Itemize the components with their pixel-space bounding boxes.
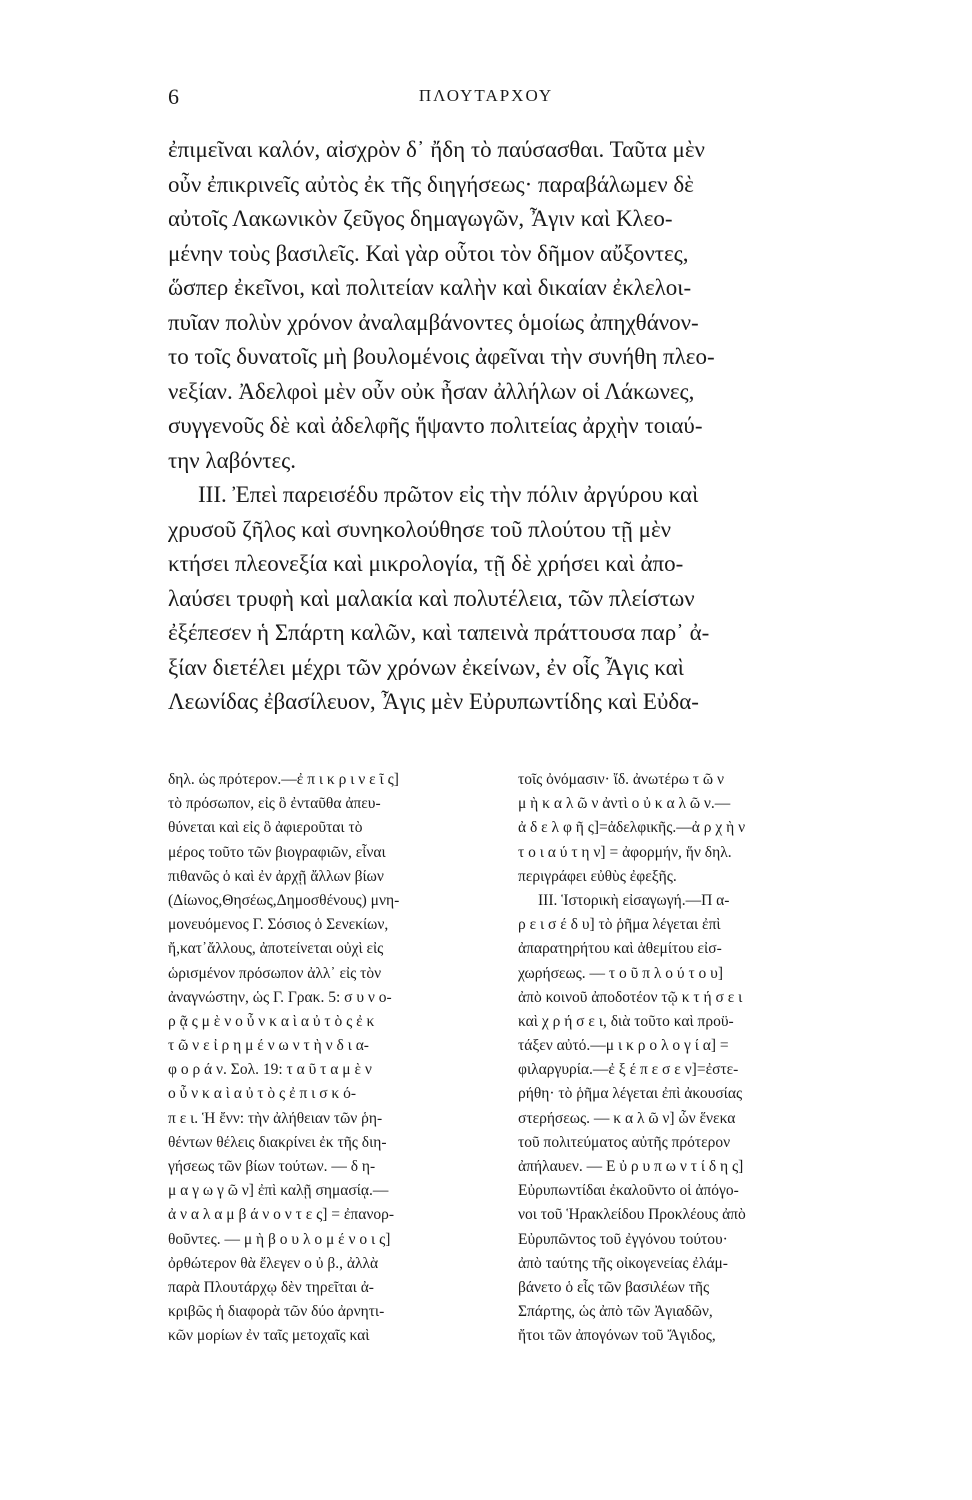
footnote-line: ρ ε ι σ έ δ υ] τὸ ῥῆμα λέγεται ἐπὶ xyxy=(518,916,721,934)
footnote-line: μ ὴ κ α λ ῶ ν ἀντὶ ο ὐ κ α λ ῶ ν.— xyxy=(518,795,731,813)
footnote-line: χωρήσεως. — τ ο ῦ π λ ο ύ τ ο υ] xyxy=(518,964,724,982)
footnote-line: φ ο ρ ά ν. Σολ. 19: τ α ῦ τ α μ ὲ ν xyxy=(168,1061,372,1079)
main-text-line: Λεωνίδας ἐβασίλευον, Ἆγις μὲν Εὐρυπωντίδης καὶ Εὐδα- xyxy=(168,689,699,714)
footnote-line: τ ο ι α ύ τ η ν] = ἀφορμήν, ἥν δηλ. xyxy=(518,843,732,861)
footnote-line: Εὐρυπῶντος τοῦ ἐγγόνου τούτου· xyxy=(518,1230,728,1248)
footnote-line: π ε ι. Ἡ ἔνν: τὴν ἀλήθειαν τῶν ῥη- xyxy=(168,1109,383,1127)
footnote-line: κριβῶς ἡ διαφορὰ τῶν δύο ἀρνητι- xyxy=(168,1303,385,1321)
footnote-line: στερήσεως. — κ α λ ῶ ν] ὧν ἕνεκα xyxy=(518,1109,736,1127)
footnote-line: δηλ. ὡς πρότερον.—ἐ π ι κ ρ ι ν ε ῖ ς] xyxy=(168,771,399,788)
page-number: 6 xyxy=(168,84,179,109)
footnotes-left-column xyxy=(168,768,500,1349)
main-text-line: III. Ἐπεὶ παρεισέδυ πρῶτον εἰς τὴν πόλιν ἀργύρου καὶ xyxy=(198,482,699,507)
footnote-line: τὸ πρόσωπον, εἰς ὃ ἐνταῦθα ἀπευ- xyxy=(168,795,381,813)
footnote-line: ἀπήλαυεν. — Ε ὐ ρ υ π ω ν τ ί δ η ς] xyxy=(518,1158,744,1175)
footnote-line: III. Ἱστορικὴ εἰσαγωγή.—Π α- xyxy=(538,891,730,909)
main-text-line: λαύσει τρυφὴ καὶ μαλακία καὶ πολυτέλεια, τῶν πλείστων xyxy=(168,585,695,611)
main-text-line: οὖν ἐπικρινεῖς αὐτὸς ἐκ τῆς διηγήσεως· παραβάλωμεν δὲ xyxy=(168,171,694,197)
footnote-line: ἀ δ ε λ φ ῆ ς]=ἀδελφικῆς.—ἀ ρ χ ὴ ν xyxy=(518,819,746,837)
footnote-line: πιθανῶς ὁ καὶ ἐν ἀρχῇ ἄλλων βίων xyxy=(168,867,384,885)
footnote-line: θέντων θέλεις διακρίνει ἐκ τῆς διη- xyxy=(168,1133,387,1151)
footnote-line: θοῦντες. — μ ὴ β ο υ λ ο μ έ ν ο ι ς] xyxy=(168,1230,391,1248)
main-text-line: ὥσπερ ἐκεῖνοι, καὶ πολιτείαν καλὴν καὶ δικαίαν ἐκλελοι- xyxy=(168,275,692,300)
footnote-line: ρ ᾷ ς μ ὲ ν ο ὖ ν κ α ὶ α ὐ τ ὸ ς ἐ κ xyxy=(168,1012,375,1030)
footnote-line: παρὰ Πλουτάρχῳ δὲν τηρεῖται ἀ- xyxy=(168,1278,374,1296)
footnote-line: κῶν μορίων ἐν ταῖς μετοχαῖς καὶ xyxy=(168,1327,370,1345)
main-text-line: το τοῖς δυνατοῖς μὴ βουλομένοις ἀφεῖναι τὴν συνήθη πλεο- xyxy=(168,344,715,369)
footnote-line: γήσεως τῶν βίων τούτων. — δ η- xyxy=(168,1158,376,1175)
main-text-line: χρυσοῦ ζῆλος καὶ συνηκολούθησε τοῦ πλούτου τῇ μὲν xyxy=(168,516,672,542)
footnote-line: ο ὖ ν κ α ὶ α ὐ τ ὸ ς ἐ π ι σ κ ό- xyxy=(168,1085,357,1103)
footnote-line: ἀπὸ κοινοῦ ἀποδοτέον τῷ κ τ ή σ ε ι xyxy=(518,988,743,1006)
footnote-line: Σπάρτης, ὡς ἀπὸ τῶν Ἀγιαδῶν, xyxy=(518,1303,713,1321)
footnote-line: τάξεν αὐτό.—μ ι κ ρ ο λ ο γ ί α] = xyxy=(518,1037,729,1055)
running-head: ΠΛΟΥΤΑΡΧΟΥ xyxy=(418,86,554,105)
footnotes-right-column xyxy=(518,768,850,1349)
footnote-line: καὶ χ ρ ή σ ε ι, διὰ τοῦτο καὶ προϋ- xyxy=(518,1012,734,1030)
footnote-line: μέρος τοῦτο τῶν βιογραφιῶν, εἶναι xyxy=(168,843,386,861)
main-text-line: την λαβόντες. xyxy=(168,447,296,473)
footnote-line: ἀπαρατηρήτου καὶ ἀθεμίτου εἰσ- xyxy=(518,940,722,958)
footnote-line: περιγράφει εὐθὺς ἐφεξῆς. xyxy=(518,867,677,885)
footnote-line: Εὐρυπωντίδαι ἐκαλοῦντο οἱ ἀπόγο- xyxy=(518,1182,739,1200)
footnote-line: ἀπὸ ταύτης τῆς οἰκογενείας ἐλάμ- xyxy=(518,1254,728,1272)
main-text-line: πυῖαν πολὺν χρόνον ἀναλαμβάνοντες ὁμοίως ἀπηχθάνον- xyxy=(168,309,699,335)
footnote-line: μ α γ ω γ ῶ ν] ἐπὶ καλῇ σημασίᾳ.— xyxy=(168,1182,389,1200)
footnote-line: βάνετο ὁ εἷς τῶν βασιλέων τῆς xyxy=(518,1278,710,1296)
main-text-line: ἐξέπεσεν ἡ Σπάρτη καλῶν, καὶ ταπεινὰ πράττουσα παρ᾽ ἀ- xyxy=(168,620,710,645)
footnote-line: ἤτοι τῶν ἀπογόνων τοῦ Ἄγιδος, xyxy=(518,1327,716,1345)
main-text-line: αὐτοῖς Λακωνικὸν ζεῦγος δημαγωγῶν, Ἆγιν καὶ Κλεο- xyxy=(168,206,673,231)
footnote-line: φιλαργυρία.—ἐ ξ έ π ε σ ε ν]=ἐστε- xyxy=(518,1061,739,1079)
footnote-line: ἀ ν α λ α μ β ά ν ο ν τ ε ς] = ἐπανορ- xyxy=(168,1206,394,1224)
footnote-line: ρήθη· τὸ ῥῆμα λέγεται ἐπὶ ἀκουσίας xyxy=(518,1085,743,1103)
footnote-line: νοι τοῦ Ἡρακλείδου Προκλέους ἀπὸ xyxy=(518,1206,746,1224)
main-text-line: μένην τοὺς βασιλεῖς. Καὶ γὰρ οὗτοι τὸν δῆμον αὔξοντες, xyxy=(168,240,689,266)
main-text-line: ἐπιμεῖναι καλόν, αἰσχρὸν δ᾽ ἤδη τὸ παύσασθαι. Ταῦτα μὲν xyxy=(168,137,705,162)
main-text xyxy=(168,133,840,720)
footnote-line: θύνεται καὶ εἰς ὃ ἀφιεροῦται τὸ xyxy=(168,819,363,837)
footnote-line: ὀρθώτερον θὰ ἔλεγεν ο ὐ β., ἀλλὰ xyxy=(168,1254,379,1272)
main-text-line: συγγενοῦς δὲ καὶ ἀδελφῆς ἥψαντο πολιτείας ἀρχὴν τοιαύ- xyxy=(168,413,703,438)
footnote-line: τοῦ πολιτεύματος αὐτῆς πρότερον xyxy=(518,1133,731,1151)
main-text-line: νεξίαν. Ἀδελφοὶ μὲν οὖν οὐκ ἦσαν ἀλλήλων οἱ Λάκωνες, xyxy=(168,378,695,404)
footnote-line: τοῖς ὀνόμασιν· ἴδ. ἀνωτέρω τ ῶ ν xyxy=(518,771,724,788)
footnote-line: ἀναγνώστην, ὡς Γ. Γρακ. 5: σ υ ν ο- xyxy=(168,988,392,1006)
footnote-line: ὡρισμένον πρόσωπον ἀλλ᾽ εἰς τὸν xyxy=(168,964,382,982)
main-text-line: κτήσει πλεονεξία καὶ μικρολογία, τῇ δὲ χρήσει καὶ ἀπο- xyxy=(168,551,684,576)
footnote-line: μονευόμενος Γ. Σόσιος ὁ Σενεκίων, xyxy=(168,916,389,934)
footnote-line: (Δίωνος,Θησέως,Δημοσθένους) μνη- xyxy=(168,891,400,909)
main-text-line: ξίαν διετέλει μέχρι τῶν χρόνων ἐκείνων, ἐν οἷς Ἆγις καὶ xyxy=(168,654,684,680)
footnote-line: ἤ,κατ᾽ἄλλους, ἀποτείνεται οὐχὶ εἰς xyxy=(168,940,384,958)
footnote-line: τ ῶ ν ε ἰ ρ η μ έ ν ω ν τ ὴ ν δ ι α- xyxy=(168,1037,369,1055)
